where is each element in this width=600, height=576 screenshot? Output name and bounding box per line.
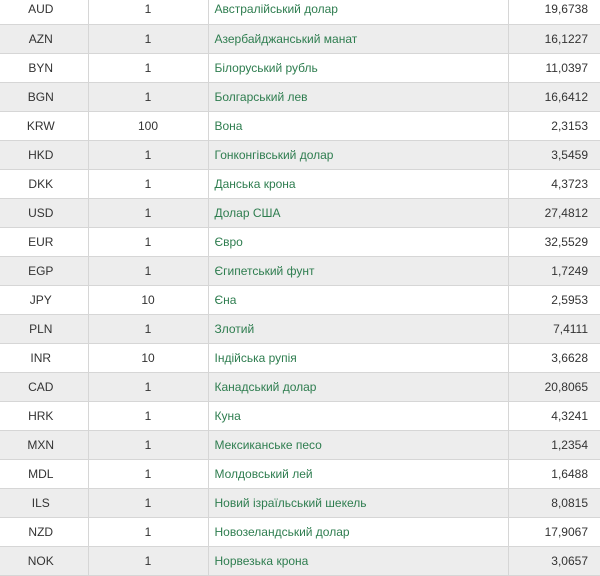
exchange-rate-cell: 4,3241 [508,401,600,430]
table-row [0,430,600,459]
table-row [0,0,600,24]
exchange-rate-cell: 17,9067 [508,517,600,546]
currency-name-link[interactable]: Молдовський лей [208,459,508,488]
units-cell: 1 [88,227,208,256]
currency-code-cell: KRW [0,111,88,140]
table-row [0,401,600,430]
units-cell: 10 [88,285,208,314]
currency-code-cell: HKD [0,140,88,169]
exchange-rate-cell: 27,4812 [508,198,600,227]
table-row [0,256,600,285]
currency-code-cell: HRK [0,401,88,430]
table-row [0,459,600,488]
currency-name-link[interactable]: Гонконгівський долар [208,140,508,169]
units-cell: 1 [88,488,208,517]
currency-name-link[interactable]: Мексиканське песо [208,430,508,459]
table-row [0,285,600,314]
currency-code-cell: AZN [0,24,88,53]
currency-code-cell: BGN [0,82,88,111]
exchange-rate-cell: 3,5459 [508,140,600,169]
units-cell: 1 [88,24,208,53]
currency-code-cell: NZD [0,517,88,546]
units-cell: 1 [88,256,208,285]
exchange-rate-cell: 32,5529 [508,227,600,256]
units-cell: 10 [88,343,208,372]
currency-name-link[interactable]: Євро [208,227,508,256]
currency-code-cell: EUR [0,227,88,256]
table-row [0,24,600,53]
exchange-rate-cell: 11,0397 [508,53,600,82]
units-cell: 1 [88,517,208,546]
exchange-rate-cell: 3,6628 [508,343,600,372]
exchange-rate-cell: 7,4111 [508,314,600,343]
table-row [0,111,600,140]
currency-code-cell: EGP [0,256,88,285]
currency-name-link[interactable]: Долар США [208,198,508,227]
exchange-rate-cell: 1,6488 [508,459,600,488]
units-cell: 1 [88,169,208,198]
exchange-rate-cell: 1,7249 [508,256,600,285]
currency-name-link[interactable]: Злотий [208,314,508,343]
currency-code-cell: JPY [0,285,88,314]
currency-name-link[interactable]: Новозеландський долар [208,517,508,546]
exchange-rate-cell: 1,2354 [508,430,600,459]
currency-name-link[interactable]: Індійська рупія [208,343,508,372]
currency-code-cell: MDL [0,459,88,488]
currency-name-link[interactable]: Куна [208,401,508,430]
exchange-rate-cell: 2,3153 [508,111,600,140]
units-cell: 1 [88,401,208,430]
currency-name-link[interactable]: Австралійський долар [208,0,508,24]
units-cell: 1 [88,53,208,82]
currency-name-link[interactable]: Новий ізраїльський шекель [208,488,508,517]
exchange-rate-cell: 16,6412 [508,82,600,111]
table-row [0,82,600,111]
table-row [0,169,600,198]
table-row [0,546,600,575]
units-cell: 1 [88,546,208,575]
exchange-rate-cell: 16,1227 [508,24,600,53]
currency-name-link[interactable]: Данська крона [208,169,508,198]
currency-code-cell: ILS [0,488,88,517]
units-cell: 1 [88,372,208,401]
currency-code-cell: INR [0,343,88,372]
currency-name-link[interactable]: Болгарський лев [208,82,508,111]
currency-name-link[interactable]: Норвезька крона [208,546,508,575]
units-cell: 1 [88,140,208,169]
table-row [0,517,600,546]
units-cell: 1 [88,82,208,111]
currency-code-cell: PLN [0,314,88,343]
table-row [0,488,600,517]
currency-code-cell: USD [0,198,88,227]
exchange-rate-cell: 3,0657 [508,546,600,575]
table-row [0,53,600,82]
currency-code-cell: NOK [0,546,88,575]
currency-code-cell: AUD [0,0,88,24]
table-row [0,314,600,343]
exchange-rate-cell: 8,0815 [508,488,600,517]
currency-name-link[interactable]: Єгипетський фунт [208,256,508,285]
currency-name-link[interactable]: Азербайджанський манат [208,24,508,53]
exchange-rate-cell: 20,8065 [508,372,600,401]
table-row [0,140,600,169]
units-cell: 1 [88,430,208,459]
units-cell: 100 [88,111,208,140]
table-row [0,227,600,256]
currency-name-link[interactable]: Єна [208,285,508,314]
units-cell: 1 [88,459,208,488]
currency-name-link[interactable]: Вона [208,111,508,140]
currency-code-cell: BYN [0,53,88,82]
units-cell: 1 [88,314,208,343]
currency-code-cell: DKK [0,169,88,198]
exchange-rate-cell: 19,6738 [508,0,600,24]
units-cell: 1 [88,0,208,24]
currency-name-link[interactable]: Канадський долар [208,372,508,401]
currency-name-link[interactable]: Білоруський рубль [208,53,508,82]
exchange-rate-cell: 4,3723 [508,169,600,198]
table-row [0,343,600,372]
table-row [0,198,600,227]
currency-code-cell: MXN [0,430,88,459]
currency-code-cell: CAD [0,372,88,401]
table-row [0,372,600,401]
units-cell: 1 [88,198,208,227]
exchange-rate-cell: 2,5953 [508,285,600,314]
